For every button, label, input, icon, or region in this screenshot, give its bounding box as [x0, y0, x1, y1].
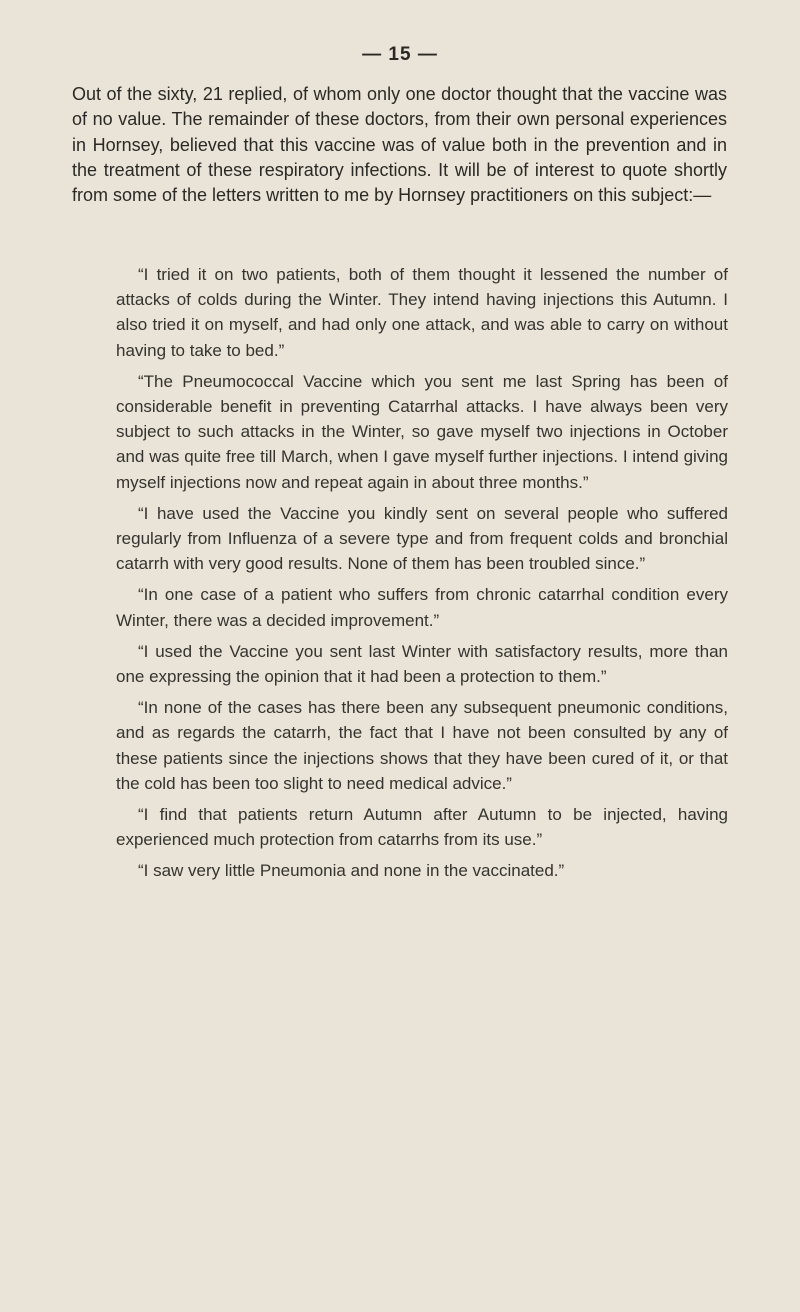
quote-paragraph: “I have used the Vaccine you kindly sent on several people who suffered regularly from Influenza of a severe type and from frequent colds and bronchial catarrh with very good results. None of them has been troubled since.” — [116, 503, 728, 574]
quoted-letters — [116, 262, 728, 890]
quote-paragraph: “I tried it on two patients, both of them thought it lessened the number of attacks of colds during the Winter. They intend having injections this Autumn. I also tried it on myself, and had only one attack, and was able to carry on without having to take to bed.” — [116, 265, 728, 360]
quote-paragraph: “I used the Vaccine you sent last Winter with satisfactory results, more than one expressing the opinion that it had been a protection to them.” — [116, 641, 728, 687]
intro-paragraph: Out of the sixty, 21 replied, of whom only one doctor thought that the vaccine was of no value. The remainder of these doctors, from their own personal experiences in Hornsey, believed that this vaccine was of value both in the prevention and in the treatment of these respiratory infections. It will be of interest to quote shortly from some of the letters written to me by Hornsey practitioners on this subject:— — [72, 84, 727, 206]
quote-paragraph: “The Pneumococcal Vaccine which you sent me last Spring has been of considerable benefit in preventing Catarrhal attacks. I have always been very subject to such attacks in the Winter, so gave myself two injections in October and was quite free till March, when I gave myself further injections. I intend giving myself injections now and repeat again in about three months.” — [116, 371, 728, 492]
quote-paragraph: “I saw very little Pneumonia and none in the vaccinated.” — [138, 861, 565, 881]
quote-paragraph: “In none of the cases has there been any subsequent pneumonic conditions, and as regards the catarrh, the fact that I have not been consulted by any of these patients since the injections shows that they have been cured of it, or that the cold has been too slight to need medical advice.” — [116, 698, 728, 793]
quote-paragraph: “I find that patients return Autumn after Autumn to be injected, having experienced much protection from catarrhs from its use.” — [116, 805, 728, 850]
page-number: — 15 — — [362, 44, 438, 65]
quote-paragraph: “In one case of a patient who suffers from chronic catarrhal condition every Winter, there was a decided improvement.” — [116, 585, 728, 630]
